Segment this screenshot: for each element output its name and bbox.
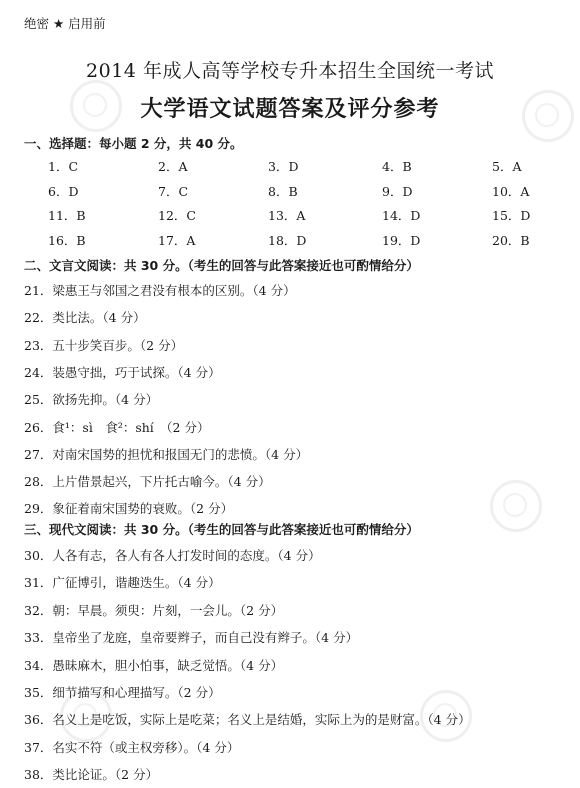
- answer-item: 34．愚昧麻木，胆小怕事，缺乏觉悟。（4 分）: [24, 657, 284, 673]
- choice-answer: 5．A: [492, 159, 522, 174]
- choice-answer: 12．C: [158, 208, 196, 223]
- choice-answer: 13．A: [268, 208, 306, 223]
- choice-answer: 20．B: [492, 233, 530, 248]
- answer-item: 24．装愚守拙，巧于试探。（4 分）: [24, 364, 221, 380]
- answer-item: 28．上片借景起兴，下片托古喻今。（4 分）: [24, 474, 271, 490]
- choice-answer: 10．A: [492, 184, 530, 199]
- answer-item: 32．朝：早晨。须臾：片刻，一会儿。（2 分）: [24, 602, 284, 618]
- section-heading-choice: 一、选择题：每小题 2 分，共 40 分。: [24, 136, 243, 151]
- document-subtitle: 大学语文试题答案及评分参考: [140, 97, 440, 122]
- choice-answer: 3．D: [268, 159, 299, 174]
- answer-item: 21．梁惠王与邻国之君没有根本的区别。（4 分）: [24, 283, 296, 298]
- watermark-logo: [490, 480, 542, 532]
- choice-answer: 8．B: [268, 184, 298, 199]
- answer-item: 35．细节描写和心理描写。（2 分）: [24, 685, 221, 700]
- answer-item: 29．象征着南宋国势的衰败。（2 分）: [24, 501, 234, 517]
- answer-item: 25．欲扬先抑。（4 分）: [24, 392, 159, 408]
- answer-item: 31．广征博引，谐趣迭生。（4 分）: [24, 575, 221, 591]
- choice-answer: 19．D: [382, 233, 421, 248]
- answer-item: 37．名实不符（或主权旁移）。（4 分）: [24, 739, 240, 755]
- confidential-label: 绝密 ★ 启用前: [24, 16, 106, 31]
- choice-answer: 7．C: [158, 184, 189, 199]
- choice-answer: 14．D: [382, 208, 421, 223]
- choice-answer: 4．B: [382, 159, 412, 174]
- answer-item: 30．人各有志，各人有各人打发时间的态度。（4 分）: [24, 548, 321, 563]
- choice-answer: 11．B: [48, 208, 86, 223]
- choice-answer: 18．D: [268, 233, 307, 248]
- answer-item: 23．五十步笑百步。（2 分）: [24, 337, 184, 353]
- answer-item: 38．类比论证。（2 分）: [24, 767, 159, 783]
- answer-item: 26．食¹：sì 食²：shí （2 分）: [24, 419, 210, 435]
- answer-item: 22．类比法。（4 分）: [24, 310, 146, 326]
- section-heading-classical: 二、文言文阅读：共 30 分。（考生的回答与此答案接近也可酌情给分）: [24, 258, 419, 273]
- exam-title: 2014 年成人高等学校专升本招生全国统一考试: [86, 60, 494, 82]
- choice-answer: 15．D: [492, 208, 531, 223]
- choice-answer: 1．C: [48, 159, 79, 174]
- answer-item: 33．皇帝坐了龙庭，皇帝要辫子，而自己没有辫子。（4 分）: [24, 630, 359, 646]
- choice-answer: 2．A: [158, 159, 188, 174]
- choice-answer: 9．D: [382, 184, 413, 199]
- section-heading-modern: 三、现代文阅读：共 30 分。（考生的回答与此答案接近也可酌情给分）: [24, 522, 419, 537]
- answer-item: 36．名义上是吃饭，实际上是吃菜；名义上是结婚，实际上为的是财富。（4 分）: [24, 712, 471, 728]
- answer-item: 27．对南宋国势的担忧和报国无门的悲愤。（4 分）: [24, 446, 309, 462]
- choice-answer: 16．B: [48, 233, 86, 248]
- choice-answer: 17．A: [158, 233, 196, 248]
- choice-answer: 6．D: [48, 184, 79, 199]
